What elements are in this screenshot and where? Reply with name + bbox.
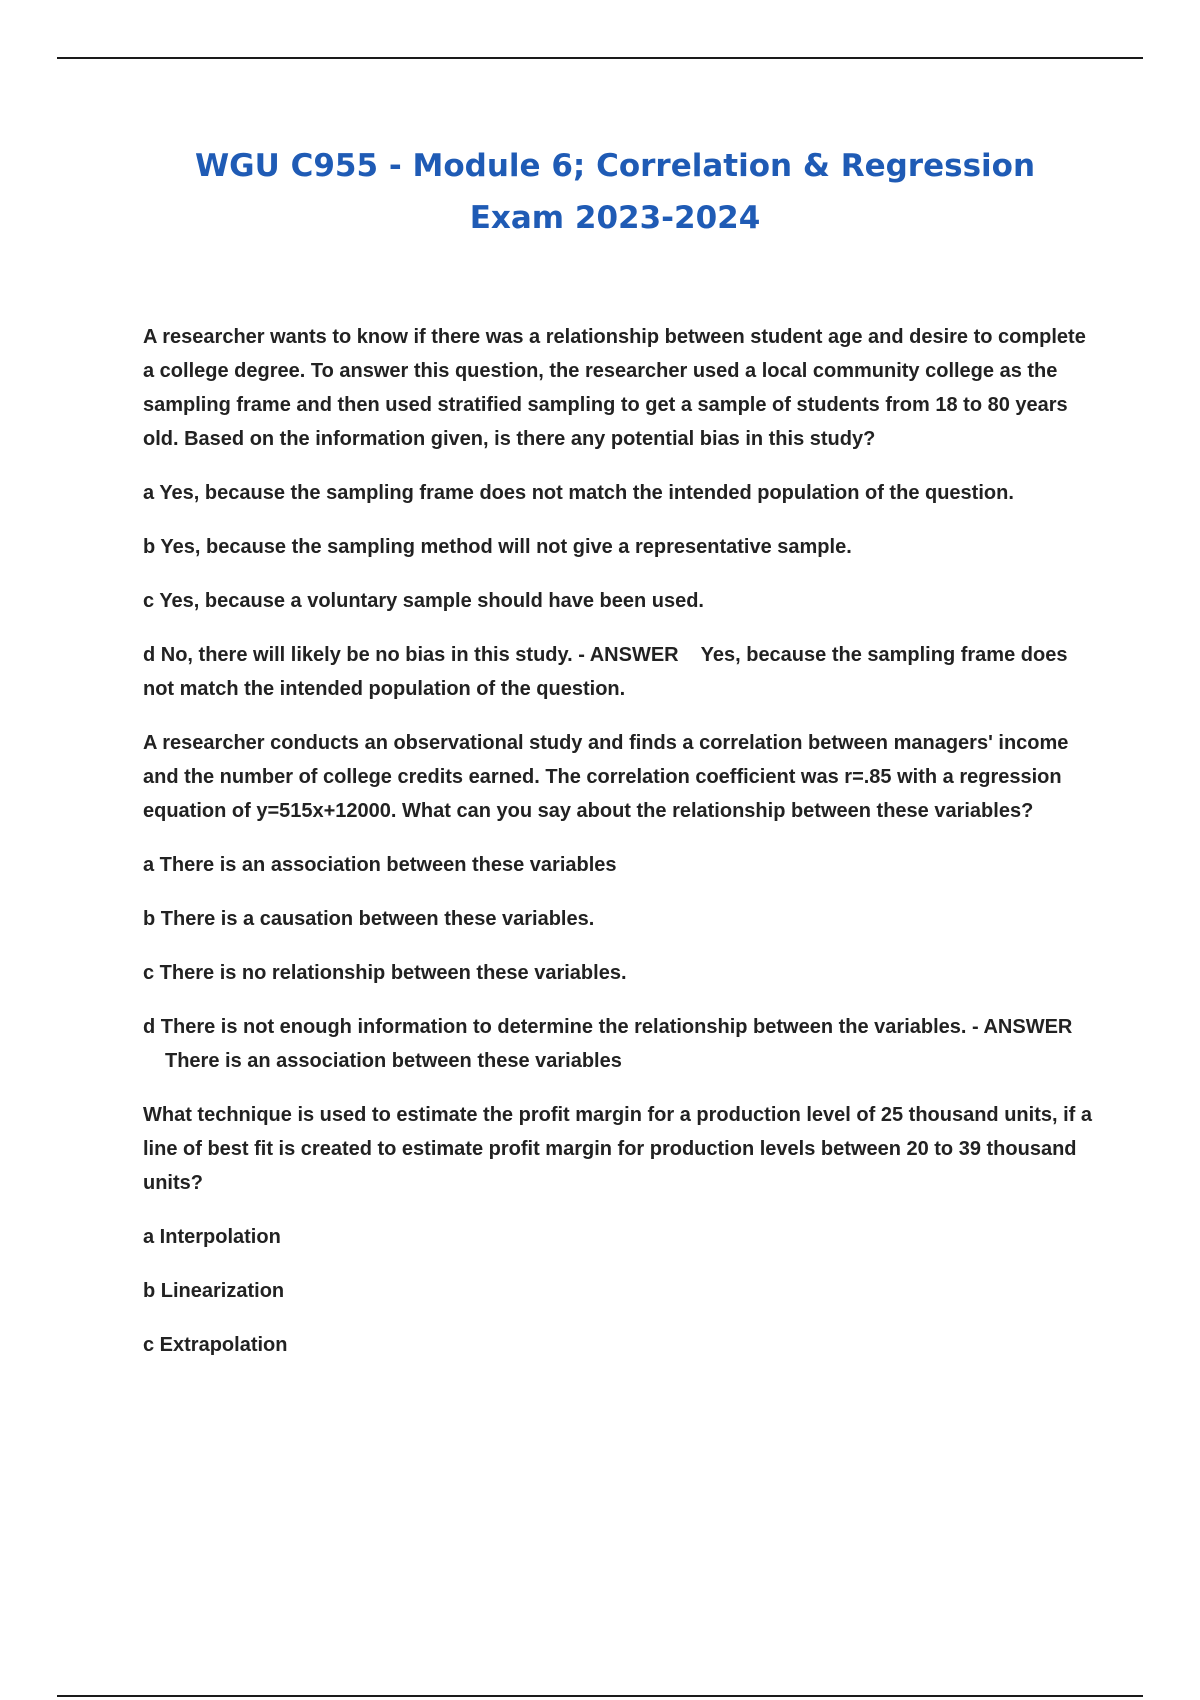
- question-3-option-a: a Interpolation: [143, 1226, 281, 1248]
- question-3-option-c: c Extrapolation: [143, 1334, 288, 1356]
- title-line-1: WGU C955 - Module 6; Correlation & Regression: [194, 148, 1036, 184]
- question-2-text: A researcher conducts an observational study and finds a correlation between managers' income and the number of college credits earned. The correlation coefficient was r=.85 with a regression equation of y=515x+12000. What can you say about the relationship between these variables?: [143, 732, 1069, 822]
- question-1-option-c: c Yes, because a voluntary sample should have been used.: [143, 590, 704, 612]
- question-2-option-a: a There is an association between these variables: [143, 854, 617, 876]
- question-1-option-a: a Yes, because the sampling frame does not match the intended population of the question.: [143, 482, 1014, 504]
- question-3-option-b: b Linearization: [143, 1280, 285, 1302]
- question-2-option-c: c There is no relationship between these variables.: [143, 962, 627, 984]
- document-body: [143, 320, 1093, 1382]
- question-1-answer: Yes, because the sampling frame does not match the intended population of the question.: [143, 644, 1068, 700]
- question-1-option-d-label: d No, there will likely be no bias in this study. - ANSWER: [143, 644, 679, 666]
- title-line-2: Exam 2023-2024: [469, 200, 761, 236]
- bottom-rule: [57, 1695, 1143, 1697]
- question-1-text: A researcher wants to know if there was a relationship between student age and desire to complete a college degree. To answer this question, the researcher used a local community college as the sampling frame and then used stratified sampling to get a sample of students from 18 to 80 years old. Based on the information given, is there any potential bias in this study?: [143, 326, 1086, 450]
- question-2-option-d: [143, 1010, 1093, 1078]
- question-2-option-b: b There is a causation between these variables.: [143, 908, 595, 930]
- question-3-text: What technique is used to estimate the profit margin for a production level of 25 thousand units, if a line of best fit is created to estimate profit margin for production levels between 20 to 39 thousand units?: [143, 1104, 1092, 1194]
- question-2-option-d-label: d There is not enough information to determine the relationship between the variables. - ANSWER: [143, 1016, 1073, 1038]
- document-title: [150, 140, 1080, 244]
- question-1-option-b: b Yes, because the sampling method will not give a representative sample.: [143, 536, 852, 558]
- question-2-answer: There is an association between these variables: [165, 1050, 622, 1072]
- top-rule: [57, 57, 1143, 59]
- question-1-option-d: [143, 638, 1093, 706]
